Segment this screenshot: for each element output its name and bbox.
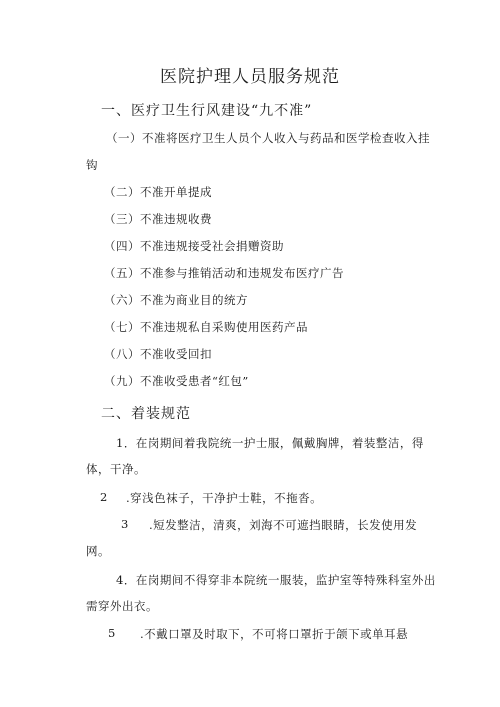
section-heading-nine-prohibitions: 一、医疗卫生行风建设“九不准” — [101, 103, 313, 119]
prohibition-item-8: （八）不准收受回扣 — [104, 347, 212, 361]
dress-rule-5-number: 5 — [108, 626, 116, 640]
dress-rule-3-number: 3 — [121, 517, 129, 531]
dress-rule-4: 4．在岗期间不得穿非本院统一服装，监护室等特殊科室外出 — [116, 573, 436, 587]
dress-rule-3: .短发整洁，清爽，刘海不可遮挡眼睛，长发使用发 — [149, 518, 418, 532]
dress-rule-2: .穿浅色袜子，干净护士鞋，不拖沓。 — [126, 491, 323, 505]
prohibition-item-9: （九）不准收受患者“红包” — [104, 374, 249, 388]
prohibition-item-7: （七）不准违规私自采购使用医药产品 — [104, 320, 308, 334]
dress-rule-4-continued: 需穿外出衣。 — [86, 599, 158, 613]
prohibition-item-3: （三）不准违规收费 — [104, 212, 212, 226]
dress-rule-1-continued: 体，干净。 — [86, 462, 146, 476]
prohibition-item-5: （五）不准参与推销活动和违规发布医疗广告 — [104, 266, 344, 280]
dress-rule-3-continued: 网。 — [86, 544, 110, 558]
prohibition-item-1-continued: 钩 — [86, 158, 98, 172]
prohibition-item-2: （二）不准开单提成 — [104, 185, 212, 199]
prohibition-item-1: （一）不准将医疗卫生人员个人收入与药品和医学检查收入挂 — [106, 131, 430, 145]
dress-rule-1: 1．在岗期间着我院统一护士服，佩戴胸牌，着装整洁，得 — [116, 436, 424, 450]
dress-rule-2-number: 2 — [100, 490, 108, 504]
section-heading-dress-code: 二、着装规范 — [101, 406, 191, 422]
prohibition-item-6: （六）不准为商业目的统方 — [104, 293, 248, 307]
document-title: 医院护理人员服务规范 — [160, 67, 340, 87]
prohibition-item-4: （四）不准违规接受社会捐赠资助 — [104, 239, 284, 253]
dress-rule-5: .不戴口罩及时取下，不可将口罩折于颌下或单耳悬 — [140, 627, 409, 641]
